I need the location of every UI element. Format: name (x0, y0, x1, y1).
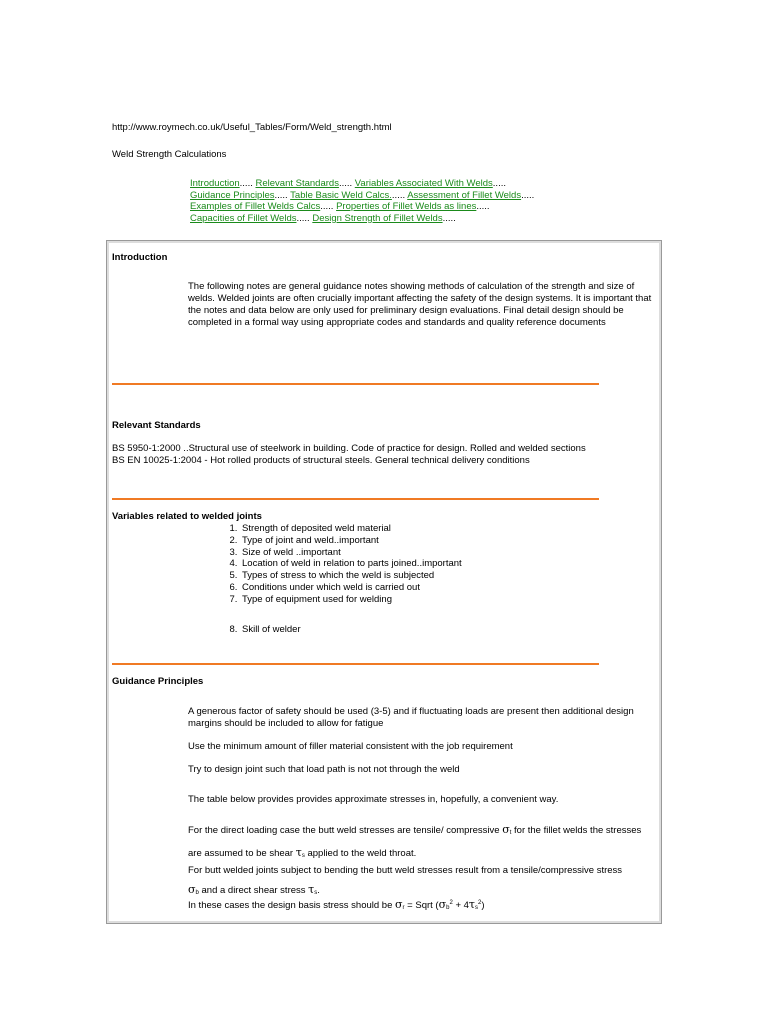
standard-item: BS EN 10025-1:2004 - Hot rolled products of structural steels. General technical delivery conditions (112, 455, 530, 466)
section-divider (112, 498, 599, 500)
tau-symbol: τ (295, 846, 302, 859)
toc-link-table-basic-weld-calcs[interactable]: Table Basic Weld Calcs. (290, 189, 392, 201)
toc-link-assessment-fillet-welds[interactable]: Assessment of Fillet Welds (407, 189, 522, 201)
guidance-paragraph-6: For butt welded joints subject to bending the butt weld stresses result from a tensile/compressive stress $\sigma_b$ and a direct shear stress $\tau_s$. (188, 865, 623, 896)
standard-item: BS 5950-1:2000 ..Structural use of steelwork in building. Code of practice for design. Rolled and welded sections (112, 443, 586, 454)
guidance-paragraph-4: The table below provides provides approximate stresses in, hopefully, a convenient way. (188, 794, 559, 805)
subscript-b: b (195, 890, 199, 896)
toc-line-1: Introduction..... Relevant Standards..... Variables Associated With Welds..... (190, 178, 506, 189)
sigma-symbol: σ (188, 883, 196, 896)
text-span: ) (481, 900, 485, 911)
text-span: applied to the weld throat. (307, 848, 417, 859)
document-title: Weld Strength Calculations (112, 149, 227, 160)
section-heading-guidance: Guidance Principles (112, 676, 204, 687)
text-span: For the direct loading case the butt weld stresses are tensile/ compressive (188, 825, 500, 836)
subscript-s: s (475, 905, 479, 911)
text-span: = Sqrt ( (407, 900, 439, 911)
toc-link-variables[interactable]: Variables Associated With Welds (354, 178, 493, 189)
section-heading-variables: Variables related to welded joints (112, 511, 262, 522)
toc-link-capacities-fillet-welds[interactable]: Capacities of Fillet Welds (190, 212, 297, 224)
list-item: 6. Conditions under which weld is carried out (240, 582, 462, 594)
introduction-text: The following notes are general guidance notes showing methods of calculation of the strength and size of welds. Welded joints are often crucially important affecting the safety of the design systems. It is important that the notes and data below are only used for preliminary design evaluations. Final detail design should be completed in a formal way using appropriate codes and standards and quality reference documents (188, 281, 652, 328)
variables-list (205, 523, 462, 635)
tau-symbol: τ (308, 883, 315, 896)
toc-link-properties-fillet-welds[interactable]: Properties of Fillet Welds as lines (336, 201, 477, 213)
superscript-2: 2 (449, 900, 453, 906)
sigma-symbol: σ (438, 898, 447, 911)
list-item: 2. Type of joint and weld..important (240, 535, 462, 547)
guidance-paragraph-5 (188, 820, 650, 866)
superscript-2: 2 (478, 900, 482, 906)
guidance-paragraph-7 (188, 897, 650, 914)
standards-list (112, 443, 657, 467)
toc-link-design-strength-fillet-welds[interactable]: Design Strength of Fillet Welds (312, 212, 443, 224)
guidance-paragraph-1: A generous factor of safety should be used (3-5) and if fluctuating loads are present then additional design margins should be included to allow for fatigue (188, 706, 634, 729)
text-span: and a direct shear stress (201, 885, 306, 896)
list-item: 3. Size of weld ..important (240, 547, 462, 559)
subscript-t: t (509, 830, 512, 836)
table-of-contents (190, 178, 534, 224)
text-span: for the fillet welds the stresses are assumed to be shear (188, 825, 642, 859)
list-item: 5. Types of stress to which the weld is subjected (240, 570, 462, 582)
sigma-symbol: σ (395, 898, 403, 911)
section-divider (112, 663, 599, 665)
sigma-symbol: σ (502, 823, 510, 836)
subscript-r: r (402, 905, 405, 911)
guidance-paragraph-2: Use the minimum amount of filler material consistent with the job requirement (188, 741, 513, 752)
list-item: 4. Location of weld in relation to parts joined..important (240, 558, 462, 570)
text-span: For butt welded joints subject to bending the butt weld stresses result from a tensile/compressive stress (188, 865, 623, 876)
toc-link-relevant-standards[interactable]: Relevant Standards (255, 178, 339, 189)
tau-symbol: τ (468, 898, 476, 911)
toc-link-examples-fillet-welds[interactable]: Examples of Fillet Welds Calcs (190, 201, 321, 213)
toc-line-4: Capacities of Fillet Welds..... Design Strength of Fillet Welds..... (190, 212, 456, 224)
list-item: 8. Skill of welder (240, 624, 462, 636)
section-heading-introduction: Introduction (112, 252, 168, 263)
toc-line-3: Examples of Fillet Welds Calcs..... Properties of Fillet Welds as lines..... (190, 201, 490, 213)
toc-link-introduction[interactable]: Introduction (190, 178, 240, 189)
guidance-paragraph-3: Try to design joint such that load path is not not through the weld (188, 764, 460, 775)
toc-line-2: Guidance Principles..... Table Basic Weld Calcs...... Assessment of Fillet Welds..... (190, 189, 535, 201)
list-item: 1. Strength of deposited weld material (240, 523, 462, 535)
toc-link-guidance-principles[interactable]: Guidance Principles (190, 189, 275, 201)
subscript-b: b (446, 905, 450, 911)
source-url: http://www.roymech.co.uk/Useful_Tables/Form/Weld_strength.html (112, 122, 392, 133)
section-divider (112, 383, 599, 385)
subscript-s: s (314, 890, 318, 896)
list-item: 7. Type of equipment used for welding (240, 594, 462, 606)
text-span: + 4 (455, 900, 469, 911)
subscript-s: s (301, 853, 305, 859)
section-heading-relevant-standards: Relevant Standards (112, 420, 201, 431)
text-span: In these cases the design basis stress should be (188, 900, 393, 911)
